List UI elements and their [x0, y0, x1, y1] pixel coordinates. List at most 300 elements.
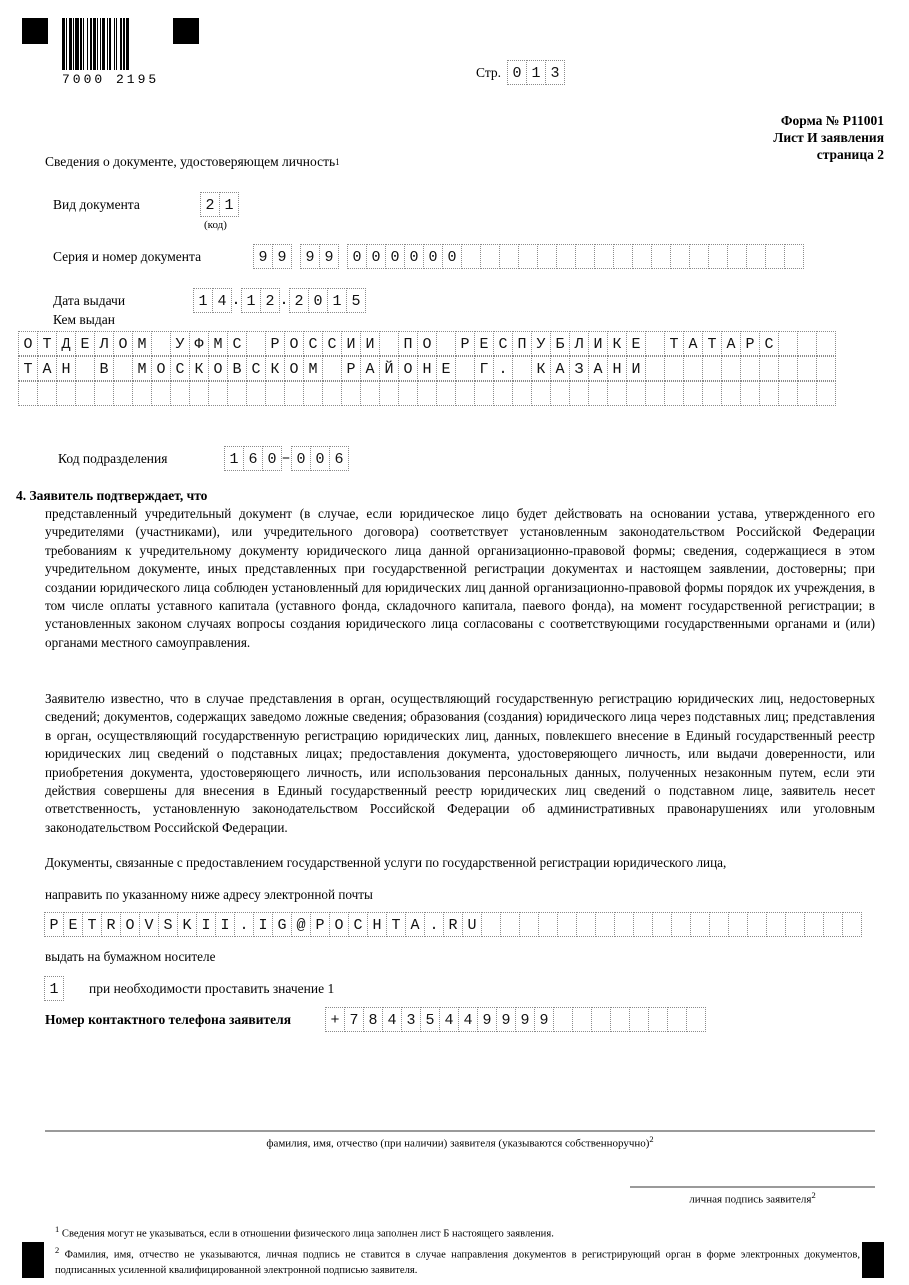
form-cell[interactable] [113, 381, 133, 406]
barcode [62, 18, 159, 87]
form-cell[interactable] [709, 912, 729, 937]
form-cell[interactable] [759, 381, 779, 406]
corner-marker-left [22, 18, 48, 44]
form-cell[interactable]: 2 [289, 288, 309, 313]
form-cell[interactable]: R [443, 912, 463, 937]
form-cell[interactable]: . [493, 356, 513, 381]
form-cell[interactable] [683, 356, 703, 381]
form-cell[interactable] [94, 381, 114, 406]
form-cell[interactable]: 7 [344, 1007, 364, 1032]
footnote-2 [55, 1243, 860, 1278]
form-cell[interactable]: Т [37, 331, 57, 356]
form-cell[interactable] [645, 331, 665, 356]
form-cell[interactable]: + [325, 1007, 345, 1032]
form-cell[interactable] [746, 244, 766, 269]
form-cell[interactable]: A [405, 912, 425, 937]
form-cell[interactable]: V [139, 912, 159, 937]
form-cell[interactable] [614, 912, 634, 937]
form-cell[interactable] [816, 381, 836, 406]
form-cell[interactable] [227, 381, 247, 406]
form-cell[interactable] [591, 1007, 611, 1032]
form-cell[interactable] [727, 244, 747, 269]
doc-type-row [53, 192, 238, 217]
form-cell[interactable]: 3 [545, 60, 565, 85]
form-cell[interactable] [816, 356, 836, 381]
form-cell[interactable]: R [101, 912, 121, 937]
form-cell[interactable] [632, 244, 652, 269]
form-cell[interactable] [436, 381, 456, 406]
form-cell[interactable]: А [683, 331, 703, 356]
form-cell[interactable] [610, 1007, 630, 1032]
page-number-field [476, 60, 564, 85]
form-cell[interactable]: 3 [401, 1007, 421, 1032]
form-cell[interactable] [588, 381, 608, 406]
form-cell[interactable]: И [341, 331, 361, 356]
form-cell[interactable] [671, 912, 691, 937]
form-number: Форма № Р11001 [780, 113, 884, 128]
form-cell[interactable]: О [284, 356, 304, 381]
form-cell[interactable] [512, 381, 532, 406]
cell-separator: . [279, 292, 289, 309]
form-cell[interactable] [436, 331, 456, 356]
form-cell[interactable]: G [272, 912, 292, 937]
form-cell[interactable]: К [607, 331, 627, 356]
form-cell[interactable]: Е [626, 331, 646, 356]
form-cell[interactable] [708, 244, 728, 269]
form-cell[interactable]: П [512, 331, 532, 356]
email-field[interactable] [44, 912, 861, 937]
form-cell[interactable]: 4 [458, 1007, 478, 1032]
form-cell[interactable]: P [310, 912, 330, 937]
form-sheet: Лист И заявления [773, 130, 884, 145]
form-cell[interactable]: Ф [189, 331, 209, 356]
series-number-label: Серия и номер документа [53, 248, 202, 264]
form-cell[interactable] [18, 381, 38, 406]
corner-marker-bottom-right [862, 1242, 884, 1278]
paper-flag-row [44, 976, 334, 1001]
form-cell[interactable]: 2 [200, 192, 220, 217]
form-cell[interactable] [572, 1007, 592, 1032]
paper-prompt: выдать на бумажном носителе [45, 949, 216, 964]
form-cell[interactable]: У [531, 331, 551, 356]
form-cell[interactable]: А [550, 356, 570, 381]
form-cell[interactable] [499, 244, 519, 269]
form-cell[interactable]: H [367, 912, 387, 937]
form-cell[interactable] [842, 912, 862, 937]
form-cell[interactable]: И [360, 331, 380, 356]
form-cell[interactable] [797, 331, 817, 356]
form-cell[interactable] [556, 244, 576, 269]
form-cell[interactable]: П [398, 331, 418, 356]
subdivision-code-row [58, 446, 348, 471]
form-cell[interactable]: @ [291, 912, 311, 937]
name-caption-text: фамилия, имя, отчество (при наличии) заявителя (указываются собственноручно) [266, 1137, 650, 1150]
phone-label: Номер контактного телефона заявителя [45, 1011, 291, 1027]
form-cell[interactable] [645, 356, 665, 381]
form-cell[interactable] [702, 356, 722, 381]
series-number-input[interactable] [253, 244, 803, 269]
form-cell[interactable]: 5 [346, 288, 366, 313]
form-cell[interactable] [689, 244, 709, 269]
form-cell[interactable] [633, 912, 653, 937]
form-cell[interactable] [132, 381, 152, 406]
form-cell[interactable]: О [284, 331, 304, 356]
footnote-2-text: Фамилия, имя, отчество не указываются, личная подпись не ставится в случае направления документов в регистрирующий орган в форме электронных документов, подписанных усиленной квалифицированной электронной подписью заявителя. [55, 1249, 860, 1276]
form-cell[interactable] [37, 381, 57, 406]
form-cell[interactable]: М [132, 331, 152, 356]
form-cell[interactable]: 2 [260, 288, 280, 313]
form-cell[interactable] [303, 381, 323, 406]
form-cell[interactable]: Р [740, 331, 760, 356]
form-cell[interactable] [512, 356, 532, 381]
paper-flag-input[interactable] [44, 976, 63, 1001]
form-cell[interactable] [664, 356, 684, 381]
form-cell[interactable] [740, 356, 760, 381]
issued-by-line[interactable] [18, 356, 835, 381]
issue-date-row [53, 288, 365, 313]
form-cell[interactable]: I [215, 912, 235, 937]
form-cell[interactable] [785, 912, 805, 937]
form-cell[interactable]: 6 [243, 446, 263, 471]
form-cell[interactable]: 1 [219, 192, 239, 217]
cell-separator: – [281, 450, 291, 467]
form-cell[interactable]: О [417, 331, 437, 356]
form-cell[interactable] [518, 244, 538, 269]
form-cell[interactable]: Н [417, 356, 437, 381]
form-cell[interactable]: 6 [329, 446, 349, 471]
form-cell[interactable] [804, 912, 824, 937]
form-cell[interactable] [747, 912, 767, 937]
form-cell[interactable]: С [303, 331, 323, 356]
form-cell[interactable]: С [227, 331, 247, 356]
form-cell[interactable] [341, 381, 361, 406]
section4-paragraph-1: представленный учредительный документ (в случае, если юридическое лицо будет действовать на основании устава, утвержденного его учредителями (участниками), или учредительного договора) соответствует установленным законодательством Российской Федерации требованиям к учредительному документу юридического лица данной организационно-правовой формы; сведения, содержащиеся в этом учредительном документе, иных представленных при государственной регистрации документах и настоящем заявлении, достоверны; при создании юридического лица соблюден установленный для юридических лиц данной организационно-правовой формы порядок их учреждения, в том числе оплаты уставного капитала (уставного фонда, складочного капитала, паевого фонда), на момент государственной регистрации; в установленных законом случаях вопросы создания юридического лица согласованы с соответствующими государственными органами и (или) органами местного самоуправления. [45, 506, 875, 650]
form-cell[interactable]: O [329, 912, 349, 937]
form-cell[interactable] [417, 381, 437, 406]
form-cell[interactable]: C [348, 912, 368, 937]
form-cell[interactable]: 1 [526, 60, 546, 85]
form-cell[interactable]: 0 [262, 446, 282, 471]
form-cell[interactable] [113, 356, 133, 381]
form-cell[interactable]: 4 [382, 1007, 402, 1032]
form-cell[interactable]: К [265, 356, 285, 381]
form-cell[interactable] [728, 912, 748, 937]
form-cell[interactable]: С [170, 356, 190, 381]
form-cell[interactable]: Й [379, 356, 399, 381]
issue-date-input[interactable] [193, 288, 365, 313]
form-cell[interactable] [500, 912, 520, 937]
form-cell[interactable]: В [94, 356, 114, 381]
form-cell[interactable] [189, 381, 209, 406]
form-cell[interactable]: I [253, 912, 273, 937]
email-input-cells[interactable] [44, 912, 861, 937]
form-cell[interactable]: О [151, 356, 171, 381]
form-cell[interactable] [75, 356, 95, 381]
form-cell[interactable]: О [113, 331, 133, 356]
cell-gap [338, 244, 347, 269]
form-cell[interactable]: Д [56, 331, 76, 356]
barcode-block [22, 18, 199, 87]
form-cell[interactable]: Т [702, 331, 722, 356]
form-cell[interactable]: Е [474, 331, 494, 356]
form-cell[interactable]: 9 [319, 244, 339, 269]
form-cell[interactable] [594, 244, 614, 269]
form-cell[interactable] [778, 356, 798, 381]
form-cell[interactable] [170, 381, 190, 406]
form-cell[interactable] [537, 244, 557, 269]
personal-signature-caption [630, 1190, 875, 1206]
form-cell[interactable] [75, 381, 95, 406]
form-cell[interactable]: 9 [515, 1007, 535, 1032]
form-cell[interactable] [664, 381, 684, 406]
form-cell[interactable]: З [569, 356, 589, 381]
form-cell[interactable]: 1 [241, 288, 261, 313]
form-cell[interactable] [284, 381, 304, 406]
form-cell[interactable] [569, 381, 589, 406]
form-cell[interactable] [550, 381, 570, 406]
form-cell[interactable]: А [721, 331, 741, 356]
form-cell[interactable] [652, 912, 672, 937]
form-cell[interactable]: . [424, 912, 444, 937]
form-cell[interactable]: 9 [534, 1007, 554, 1032]
form-cell[interactable]: К [531, 356, 551, 381]
form-cell[interactable] [481, 912, 501, 937]
form-cell[interactable]: С [759, 331, 779, 356]
form-cell[interactable] [797, 356, 817, 381]
form-cell[interactable]: 1 [193, 288, 213, 313]
form-cell[interactable]: K [177, 912, 197, 937]
form-cell[interactable]: 0 [347, 244, 367, 269]
form-cell[interactable]: 0 [404, 244, 424, 269]
paper-flag-note: при необходимости проставить значение 1 [89, 980, 335, 996]
form-cell[interactable]: Л [94, 331, 114, 356]
form-cell[interactable] [784, 244, 804, 269]
form-cell[interactable]: Т [664, 331, 684, 356]
form-cell[interactable]: S [158, 912, 178, 937]
form-cell[interactable] [778, 331, 798, 356]
issued-by-label: Кем выдан [53, 312, 115, 327]
form-cell[interactable] [538, 912, 558, 937]
form-cell[interactable] [474, 381, 494, 406]
form-cell[interactable] [721, 381, 741, 406]
form-cell[interactable]: 0 [385, 244, 405, 269]
form-cell[interactable]: Н [56, 356, 76, 381]
form-cell[interactable]: U [462, 912, 482, 937]
form-cell[interactable] [531, 381, 551, 406]
form-cell[interactable] [740, 381, 760, 406]
form-cell[interactable]: . [234, 912, 254, 937]
form-cell[interactable] [690, 912, 710, 937]
form-cell[interactable]: 5 [420, 1007, 440, 1032]
form-cell[interactable] [56, 381, 76, 406]
form-cell[interactable]: О [208, 356, 228, 381]
barcode-number: 7000 2195 [62, 72, 160, 87]
form-cell[interactable]: 9 [272, 244, 292, 269]
form-cell[interactable] [575, 244, 595, 269]
form-cell[interactable]: С [246, 356, 266, 381]
issue-date-label: Дата выдачи [53, 292, 126, 308]
form-cell[interactable]: Л [569, 331, 589, 356]
form-cell[interactable] [360, 381, 380, 406]
form-cell[interactable]: Н [607, 356, 627, 381]
form-cell[interactable]: Р [455, 331, 475, 356]
footnote-1-marker: 1 [55, 1224, 60, 1234]
identity-section-title [45, 154, 340, 170]
form-cell[interactable] [455, 381, 475, 406]
form-cell[interactable]: Е [436, 356, 456, 381]
form-cell[interactable] [765, 244, 785, 269]
form-cell[interactable] [816, 331, 836, 356]
doc-type-input[interactable] [200, 192, 238, 217]
identity-title-text: Сведения о документе, удостоверяющем личность [45, 154, 336, 169]
form-cell[interactable]: T [386, 912, 406, 937]
form-cell[interactable]: 0 [310, 446, 330, 471]
form-cell[interactable]: 4 [212, 288, 232, 313]
form-cell[interactable]: O [120, 912, 140, 937]
subdivision-code-input[interactable] [224, 446, 348, 471]
name-signature-line [45, 1130, 875, 1132]
form-cell[interactable]: М [132, 356, 152, 381]
form-cell[interactable] [629, 1007, 649, 1032]
form-cell[interactable] [151, 381, 171, 406]
form-cell[interactable] [670, 244, 690, 269]
form-cell[interactable]: К [189, 356, 209, 381]
form-cell[interactable]: В [227, 356, 247, 381]
form-cell[interactable] [265, 381, 285, 406]
form-cell[interactable] [576, 912, 596, 937]
form-cell[interactable]: С [493, 331, 513, 356]
issued-by-line[interactable] [18, 381, 835, 406]
form-page-label: страница 2 [816, 147, 884, 162]
form-cell[interactable]: 1 [44, 976, 64, 1001]
form-cell[interactable] [759, 356, 779, 381]
form-cell[interactable] [595, 912, 615, 937]
form-cell[interactable]: Р [341, 356, 361, 381]
subdivision-code-label: Код подразделения [58, 450, 168, 466]
form-cell[interactable]: М [303, 356, 323, 381]
form-cell[interactable] [379, 381, 399, 406]
form-cell[interactable] [493, 381, 513, 406]
form-cell[interactable]: У [170, 331, 190, 356]
form-cell[interactable]: 1 [224, 446, 244, 471]
form-cell[interactable]: T [82, 912, 102, 937]
form-cell[interactable]: 9 [477, 1007, 497, 1032]
form-cell[interactable]: А [588, 356, 608, 381]
form-cell[interactable] [461, 244, 481, 269]
barcode-bars [62, 18, 159, 70]
form-cell[interactable] [667, 1007, 687, 1032]
form-cell[interactable] [626, 381, 646, 406]
sign-caption-footnote-marker: 2 [811, 1190, 816, 1200]
form-cell[interactable]: P [44, 912, 64, 937]
phone-input[interactable] [325, 1007, 705, 1032]
form-cell[interactable]: 9 [253, 244, 273, 269]
form-cell[interactable]: Т [18, 356, 38, 381]
form-cell[interactable]: Е [75, 331, 95, 356]
form-cell[interactable]: И [626, 356, 646, 381]
form-cell[interactable] [246, 381, 266, 406]
form-cell[interactable]: А [360, 356, 380, 381]
form-cell[interactable] [683, 381, 703, 406]
form-cell[interactable]: И [588, 331, 608, 356]
form-cell[interactable]: 8 [363, 1007, 383, 1032]
form-cell[interactable]: Б [550, 331, 570, 356]
page-number-label: Стр. [476, 64, 502, 80]
form-cell[interactable] [721, 356, 741, 381]
form-cell[interactable] [823, 912, 843, 937]
form-cell[interactable] [246, 331, 266, 356]
form-cell[interactable] [648, 1007, 668, 1032]
email-prompt: направить по указанному ниже адресу электронной почты [45, 887, 373, 902]
form-cell[interactable]: 0 [507, 60, 527, 85]
cell-gap [291, 244, 300, 269]
section4-paragraph-3: Документы, связанные с предоставлением государственной услуги по государственной регистрации юридического лица, [45, 855, 727, 870]
form-cell[interactable]: О [18, 331, 38, 356]
form-cell[interactable] [322, 356, 342, 381]
form-cell[interactable]: 0 [291, 446, 311, 471]
form-cell[interactable] [208, 381, 228, 406]
form-cell[interactable]: Р [265, 331, 285, 356]
form-cell[interactable] [322, 381, 342, 406]
sign-caption-text: личная подпись заявителя [689, 1193, 812, 1206]
page-number-cells[interactable] [507, 60, 564, 85]
form-cell[interactable] [557, 912, 577, 937]
form-cell[interactable] [645, 381, 665, 406]
personal-signature-line [630, 1186, 875, 1188]
form-cell[interactable]: E [63, 912, 83, 937]
issued-by-line[interactable] [18, 331, 835, 356]
corner-marker-right [173, 18, 199, 44]
form-cell[interactable] [778, 381, 798, 406]
section4-paragraph-2: Заявителю известно, что в случае представления в орган, осуществляющий государственную регистрацию юридических лиц, недостоверных сведений; документов, содержащих заведомо ложные сведения; образования (создания) юридического лица через подставных лиц; представления в орган, осуществляющий государственную регистрацию юридических лиц, данных, повлекшего внесение в Единый государственный реестр юридических лиц сведений о подставных лицах; предоставления документа, удостоверяющего личность, или выдачи доверенности, или приобретения документа, удостоверяющего личность, или использования персональных данных, полученных незаконным путем, если эти действия совершены для внесения в Единый государственный реестр юридических лиц сведений о подставном лице, заявитель несет ответственность, установленную законодательством Российской Федерации об административных правонарушениях или уголовным законодательством Российской Федерации. [45, 691, 875, 835]
form-cell[interactable]: 9 [300, 244, 320, 269]
form-cell[interactable] [766, 912, 786, 937]
form-cell[interactable]: 9 [496, 1007, 516, 1032]
form-cell[interactable] [480, 244, 500, 269]
footnote-2-marker: 2 [55, 1245, 60, 1255]
form-cell[interactable] [553, 1007, 573, 1032]
form-cell[interactable]: 4 [439, 1007, 459, 1032]
name-signature-caption [45, 1134, 875, 1150]
form-cell[interactable]: А [37, 356, 57, 381]
form-cell[interactable] [519, 912, 539, 937]
form-cell[interactable]: I [196, 912, 216, 937]
form-cell[interactable]: О [398, 356, 418, 381]
form-cell[interactable] [613, 244, 633, 269]
form-cell[interactable] [151, 331, 171, 356]
form-cell[interactable] [686, 1007, 706, 1032]
form-cell[interactable] [702, 381, 722, 406]
form-cell[interactable]: Г [474, 356, 494, 381]
form-cell[interactable] [797, 381, 817, 406]
issued-by-input[interactable] [18, 331, 835, 406]
form-cell[interactable]: 0 [308, 288, 328, 313]
form-cell[interactable]: 0 [366, 244, 386, 269]
form-cell[interactable]: С [322, 331, 342, 356]
form-cell[interactable] [651, 244, 671, 269]
form-cell[interactable]: 1 [327, 288, 347, 313]
form-cell[interactable]: 0 [423, 244, 443, 269]
form-cell[interactable] [455, 356, 475, 381]
form-cell[interactable] [379, 331, 399, 356]
form-cell[interactable] [607, 381, 627, 406]
form-cell[interactable]: М [208, 331, 228, 356]
issued-by-label-row [53, 312, 115, 328]
section4-heading: 4. Заявитель подтверждает, что [16, 488, 208, 503]
form-cell[interactable]: 0 [442, 244, 462, 269]
form-cell[interactable] [398, 381, 418, 406]
corner-marker-bottom-left [22, 1242, 44, 1278]
